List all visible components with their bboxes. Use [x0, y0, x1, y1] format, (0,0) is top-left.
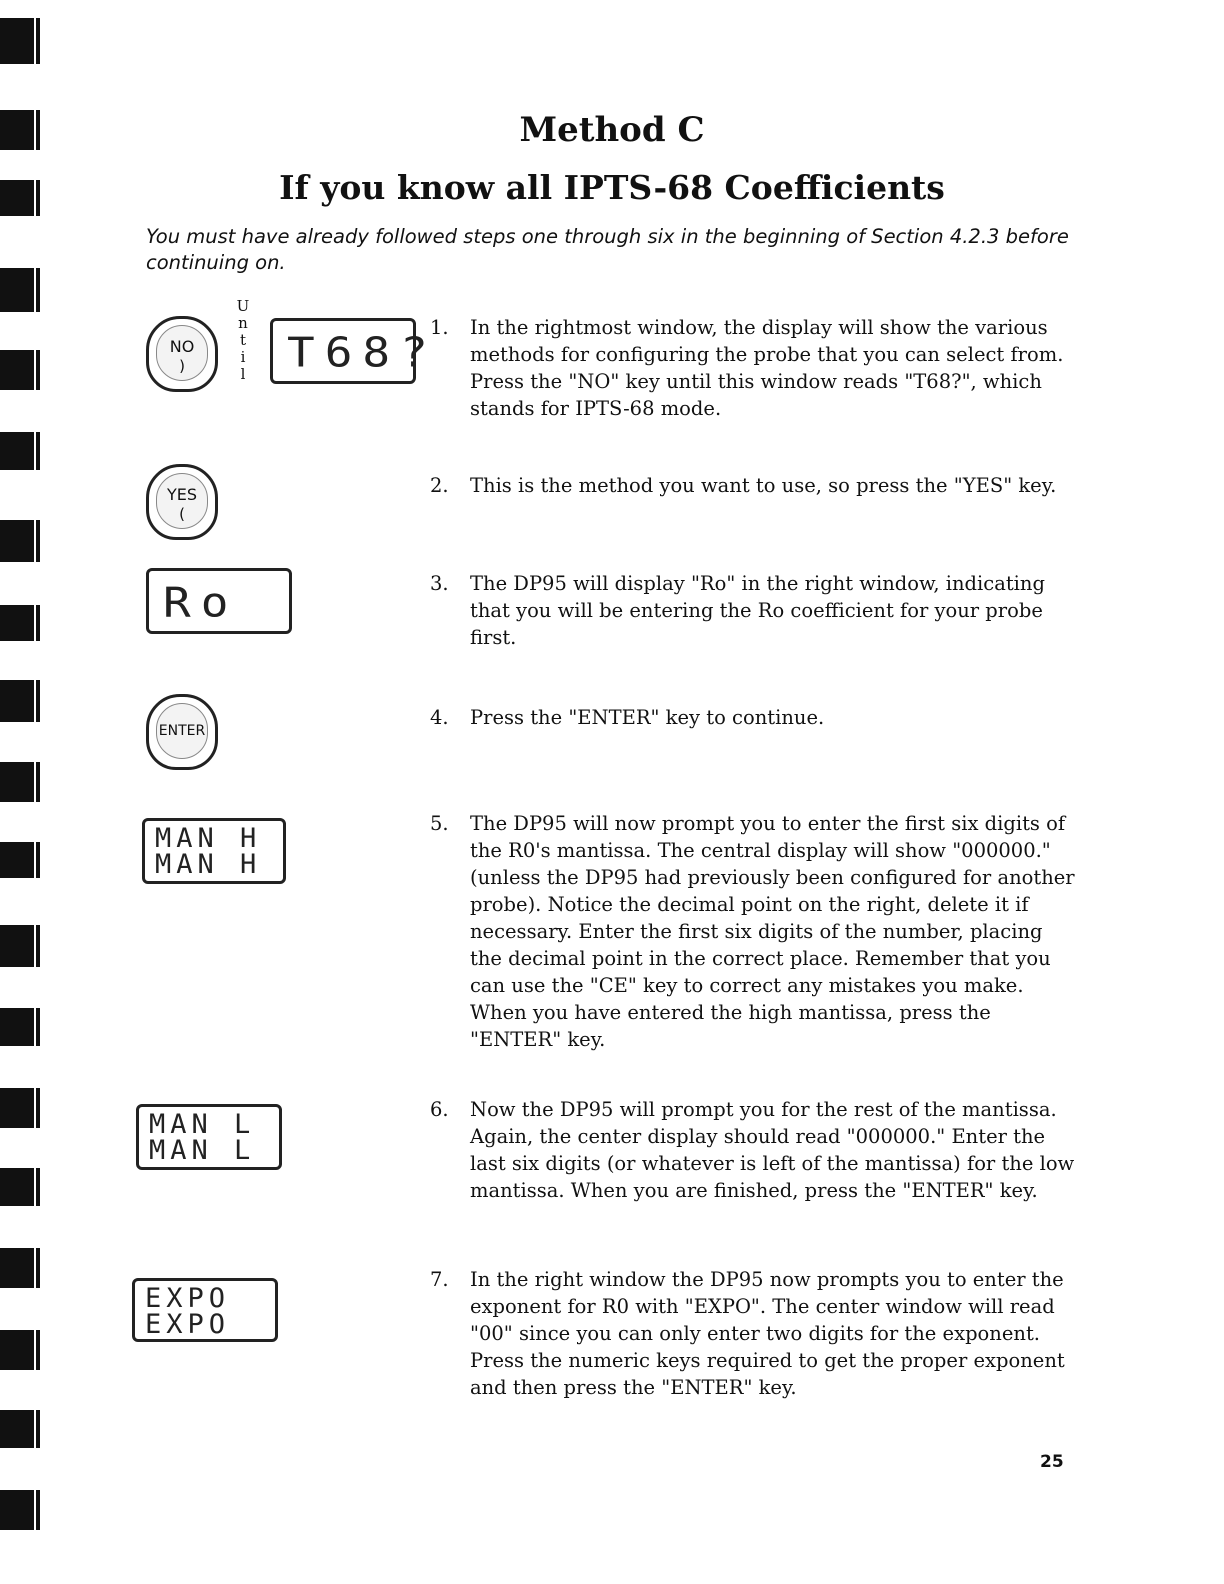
enter-key-icon	[146, 694, 218, 770]
display-expo-bottom: EXPO	[145, 1309, 231, 1340]
step-3	[430, 570, 1080, 651]
yes-key-label: YES	[166, 485, 198, 504]
display-man-h-top: MAN H	[155, 823, 262, 854]
page-subtitle: If you know all IPTS-68 Coefficients	[279, 168, 945, 207]
step-number: 5.	[430, 812, 449, 835]
step-number: 7.	[430, 1268, 449, 1291]
step-number: 2.	[430, 474, 449, 497]
display-t68	[270, 318, 438, 384]
display-expo	[132, 1278, 278, 1342]
display-t68-text: T68?	[287, 327, 438, 377]
until-letter: l	[240, 365, 246, 383]
until-letter: t	[239, 331, 247, 349]
step-5	[430, 810, 1080, 1053]
until-letter: U	[236, 297, 250, 315]
display-ro	[146, 568, 292, 634]
until-letter: n	[238, 314, 248, 332]
binder-tabs	[0, 0, 48, 1584]
step-7	[430, 1266, 1080, 1401]
step-number: 4.	[430, 706, 449, 729]
intro-note: You must have already followed steps one through six in the beginning of Section 4.2.3 before continuing on.	[146, 225, 1069, 274]
page-title: Method C	[519, 110, 705, 150]
page-number: 25	[1040, 1452, 1064, 1472]
display-man-l-top: MAN L	[149, 1109, 256, 1140]
display-man-l-bottom: MAN L	[149, 1135, 256, 1166]
display-man-l	[136, 1104, 282, 1170]
step-text: The DP95 will now prompt you to enter the first six digits of the R0's mantissa. The central display will show "000000." (unless the DP95 had previously been configured for another probe). Notice the decimal point on the right, delete it if necessary. Enter the first six digits of the number, placing the decimal point in the correct place. Remember that you can use the "CE" key to correct any mistakes you make. When you have entered the high mantissa, press the "ENTER" key.	[470, 812, 1075, 1051]
enter-key-label: ENTER	[158, 723, 206, 739]
display-man-h	[142, 818, 286, 884]
yes-key-sub: (	[179, 505, 185, 523]
step-number: 3.	[430, 572, 449, 595]
display-ro-text: Ro	[163, 577, 239, 627]
step-text: The DP95 will display "Ro" in the right window, indicating that you will be entering the Ro coefficient for your probe first.	[470, 572, 1045, 649]
step-number: 6.	[430, 1098, 449, 1121]
yes-key-icon	[146, 464, 218, 540]
step-6	[430, 1096, 1080, 1204]
step-text: In the rightmost window, the display will show the various methods for configuring the probe that you can select from. Press the "NO" key until this window reads "T68?", which stands for IPTS-68 mode.	[470, 316, 1064, 420]
no-key-label: NO	[169, 337, 195, 356]
step-text: Press the "ENTER" key to continue.	[470, 706, 825, 729]
no-key-sub: )	[179, 357, 185, 375]
display-man-h-bottom: MAN H	[155, 849, 262, 880]
display-expo-top: EXPO	[145, 1283, 231, 1314]
step-2	[430, 472, 1080, 499]
until-letter: i	[240, 348, 246, 366]
step-text: This is the method you want to use, so press the "YES" key.	[470, 474, 1057, 497]
step-text: In the right window the DP95 now prompts you to enter the exponent for R0 with "EXPO". The center window will read "00" since you can only enter two digits for the exponent. Press the numeric keys required to get the proper exponent and then press the "ENTER" key.	[470, 1268, 1065, 1399]
step-1	[430, 314, 1080, 422]
until-label	[236, 298, 250, 383]
step-4	[430, 704, 1080, 731]
step-text: Now the DP95 will prompt you for the rest of the mantissa. Again, the center display should read "000000." Enter the last six digits (or whatever is left of the mantissa) for the low mantissa. When you are finished, press the "ENTER" key.	[470, 1098, 1075, 1202]
no-key-icon	[146, 316, 218, 392]
step-number: 1.	[430, 316, 449, 339]
